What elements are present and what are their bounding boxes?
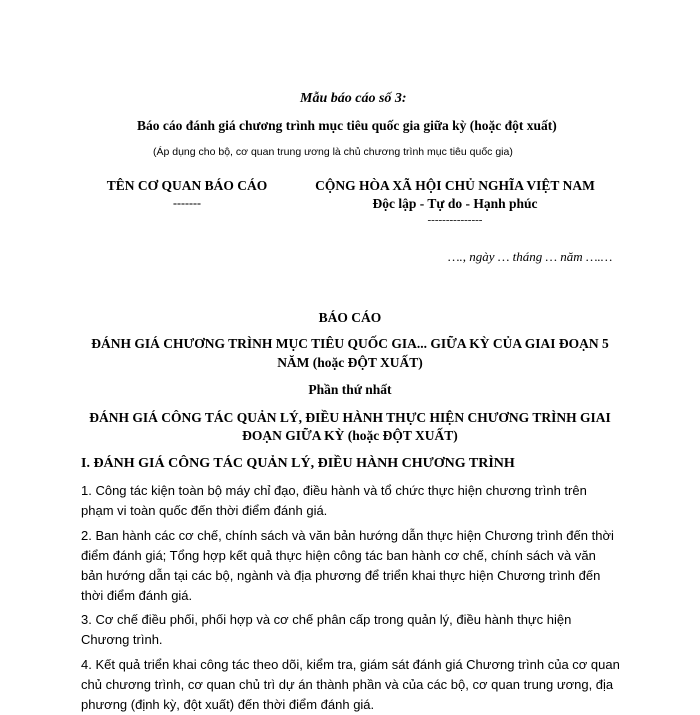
part-title-line-2: ĐOẠN GIỮA KỲ (hoặc ĐỘT XUẤT) [242,428,458,443]
document-subject: Báo cáo đánh giá chương trình mục tiêu quốc gia giữa kỳ (hoặc đột xuất) [137,118,557,133]
report-subtitle-line-2: NĂM (hoặc ĐỘT XUẤT) [277,355,423,370]
agency-divider: ------- [173,196,201,210]
motto-divider: --------------- [427,214,483,226]
body-item-1: 1. Công tác kiện toàn bộ máy chỉ đạo, điều hành và tổ chức thực hiện chương trình trên phạm vi toàn quốc đến thời điểm đánh giá. [81,483,587,518]
date-line: …., ngày … tháng … năm ….… [448,249,613,264]
body-item-3: 3. Cơ chế điều phối, phối hợp và cơ chế phân cấp trong quản lý, điều hành thực hiện Chương trình. [81,612,572,647]
national-motto: Độc lập - Tự do - Hạnh phúc [372,196,538,211]
report-subtitle-line-1: ĐÁNH GIÁ CHƯƠNG TRÌNH MỤC TIÊU QUỐC GIA... GIỮA KỲ CỦA GIAI ĐOẠN 5 [91,336,609,351]
part-label: Phần thứ nhất [308,382,392,397]
national-title: CỘNG HÒA XÃ HỘI CHỦ NGHĨA VIỆT NAM [315,178,595,193]
applies-to-note: (Áp dụng cho bộ, cơ quan trung ương là chủ chương trình mục tiêu quốc gia) [153,146,513,158]
reporting-agency-name: TÊN CƠ QUAN BÁO CÁO [106,178,268,193]
report-title: BÁO CÁO [318,310,382,325]
body-item-4: 4. Kết quả triển khai công tác theo dõi, kiểm tra, giám sát đánh giá Chương trình của cơ quan chủ chương trình, cơ quan chủ trì dự án thành phần và của các bộ, cơ quan trung ương, địa phương (định kỳ, đột xuất) đến thời điểm đánh giá. [81,657,620,712]
part-title-line-1: ĐÁNH GIÁ CÔNG TÁC QUẢN LÝ, ĐIỀU HÀNH THỰC HIỆN CHƯƠNG TRÌNH GIAI [89,410,611,425]
template-label: Mẫu báo cáo số 3: [300,91,407,106]
body-item-2: 2. Ban hành các cơ chế, chính sách và văn bản hướng dẫn thực hiện Chương trình đến thời điểm đánh giá; Tổng hợp kết quả thực hiện công tác ban hành cơ chế, chính sách và văn bản hướng dẫn tại các bộ, ngành và địa phương để triển khai thực hiện Chương trình đến thời điểm đánh giá. [81,528,614,603]
section-heading: I. ĐÁNH GIÁ CÔNG TÁC QUẢN LÝ, ĐIỀU HÀNH CHƯƠNG TRÌNH [81,456,515,471]
